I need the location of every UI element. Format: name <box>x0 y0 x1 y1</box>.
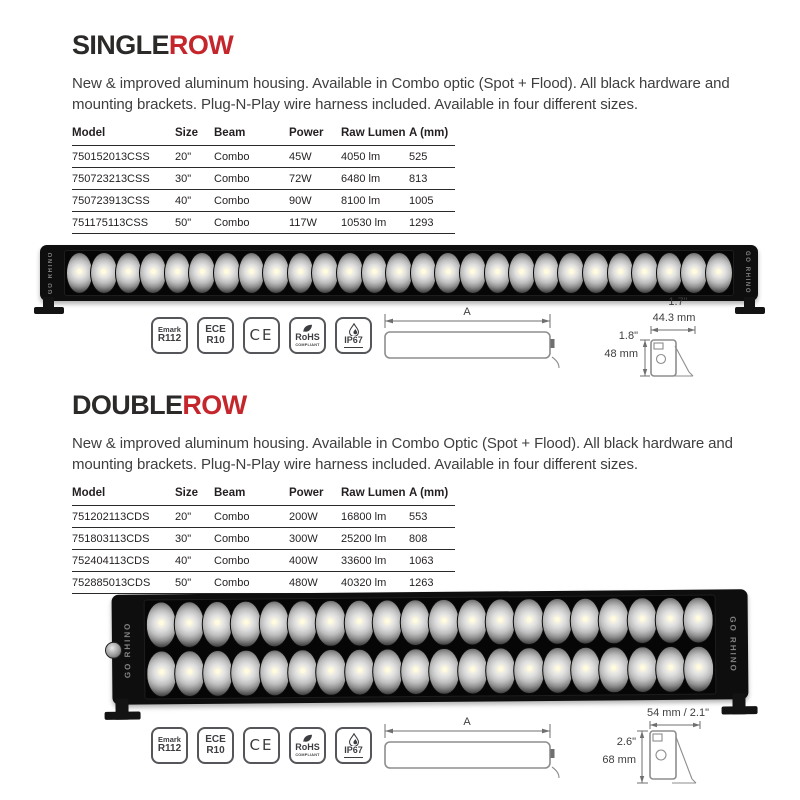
column-header: Size <box>175 124 214 146</box>
certification-badges <box>151 317 372 354</box>
header-row <box>72 124 455 146</box>
badge-label: R10 <box>206 744 225 756</box>
badge-ece-r10 <box>197 727 234 764</box>
table-body <box>72 146 455 234</box>
title-word-red: ROW <box>182 390 247 420</box>
table-cell: 525 <box>409 146 455 168</box>
led-reflector <box>459 252 487 294</box>
badge-label: R10 <box>206 334 225 346</box>
column-header: Power <box>289 484 341 506</box>
table-row <box>72 212 455 234</box>
led-reflector <box>202 601 234 648</box>
table-cell: 751202113CDS <box>72 506 175 528</box>
led-reflector <box>287 252 315 294</box>
profile-drawing <box>650 731 696 783</box>
table-cell: 480W <box>289 572 341 594</box>
badge-sublabel: COMPLIANT <box>295 752 320 757</box>
table-cell: 400W <box>289 550 341 572</box>
led-reflector <box>542 647 574 694</box>
spec-table-single-row <box>72 124 455 234</box>
led-reflector <box>607 252 635 294</box>
badge-rohs <box>289 727 326 764</box>
section-title-single-row <box>72 30 233 61</box>
led-reflector <box>705 252 733 294</box>
ce-mark-icon: CE <box>249 325 274 344</box>
header-row <box>72 484 455 506</box>
badge-label: Emark <box>158 325 181 335</box>
table-row <box>72 168 455 190</box>
led-reflector <box>434 252 462 294</box>
badge-label: ECE <box>205 734 226 745</box>
led-reflector <box>202 650 234 697</box>
led-reflector <box>570 647 602 694</box>
led-reflector <box>66 252 94 294</box>
brand-text: GO RHINO <box>48 251 54 295</box>
led-reflector <box>570 598 602 645</box>
title-word-red: ROW <box>168 30 234 60</box>
led-row-bottom <box>145 645 715 699</box>
height-label-in: 2.6" <box>616 736 636 748</box>
table-cell: 25200 lm <box>341 528 409 550</box>
led-reflector <box>428 599 460 646</box>
badge-ce <box>243 727 280 764</box>
badge-label: RoHS <box>295 332 320 343</box>
led-reflector <box>541 598 573 645</box>
column-header: A (mm) <box>409 124 455 146</box>
column-header: Beam <box>214 124 289 146</box>
led-reflector <box>656 252 684 294</box>
led-reflector <box>173 601 205 648</box>
column-header: Power <box>289 124 341 146</box>
led-reflector <box>311 252 339 294</box>
table-cell: 813 <box>409 168 455 190</box>
cross-section-diagram <box>578 703 728 797</box>
table-cell: 750152013CSS <box>72 146 175 168</box>
table-cell: 20" <box>175 146 214 168</box>
led-array <box>64 250 734 296</box>
led-reflector <box>400 599 432 646</box>
table-head <box>72 484 455 506</box>
led-reflector <box>188 252 216 294</box>
led-reflector <box>258 600 290 647</box>
led-reflector <box>145 601 177 648</box>
table-cell: Combo <box>214 550 289 572</box>
column-header: Beam <box>214 484 289 506</box>
led-reflector <box>343 599 375 646</box>
table-cell: 40" <box>175 550 214 572</box>
table-head <box>72 124 455 146</box>
led-reflector <box>627 646 659 693</box>
led-reflector <box>259 649 291 696</box>
table-cell: Combo <box>214 528 289 550</box>
badge-emark-r112 <box>151 727 188 764</box>
led-reflector <box>139 252 167 294</box>
led-reflector <box>513 598 545 645</box>
table-cell: 1293 <box>409 212 455 234</box>
badge-label: IP67 <box>344 336 363 347</box>
led-reflector <box>90 252 118 294</box>
badge-ce <box>243 317 280 354</box>
led-reflector <box>457 647 489 694</box>
table-cell: 1263 <box>409 572 455 594</box>
table-cell: 1005 <box>409 190 455 212</box>
end-cap-right <box>718 591 749 697</box>
led-reflector <box>683 597 715 644</box>
dimension-label-A: A <box>463 716 471 728</box>
width-label-mm: 44.3 mm <box>652 312 696 324</box>
table-cell: Combo <box>214 146 289 168</box>
led-reflector <box>428 648 460 695</box>
lightbar-outline-drawing <box>385 332 559 368</box>
led-reflector <box>315 600 347 647</box>
title-word-black: DOUBLE <box>72 390 183 420</box>
table-cell: Combo <box>214 168 289 190</box>
table-cell: 1063 <box>409 550 455 572</box>
table-cell: 8100 lm <box>341 190 409 212</box>
led-reflector <box>655 646 687 693</box>
badge-label: RoHS <box>295 742 320 753</box>
table-cell: 16800 lm <box>341 506 409 528</box>
mounting-bracket-right <box>744 297 755 314</box>
table-cell: 72W <box>289 168 341 190</box>
led-reflector <box>287 649 319 696</box>
badge-label: R112 <box>157 743 182 755</box>
table-cell: 300W <box>289 528 341 550</box>
led-reflector <box>631 252 659 294</box>
badge-label: IP67 <box>344 746 363 757</box>
table-cell: 750723213CSS <box>72 168 175 190</box>
badge-label: R112 <box>157 333 182 345</box>
table-row <box>72 572 455 594</box>
table-cell: Combo <box>214 506 289 528</box>
table-cell: 50" <box>175 572 214 594</box>
end-cap-left <box>112 597 143 703</box>
cross-section-diagram <box>590 293 708 385</box>
title-word-black: SINGLE <box>72 30 169 60</box>
badge-ece-r10 <box>197 317 234 354</box>
led-reflector <box>213 252 241 294</box>
mounting-bracket-left <box>43 297 54 314</box>
badge-rohs <box>289 317 326 354</box>
column-header: Model <box>72 124 175 146</box>
led-reflector <box>598 597 630 644</box>
led-reflector <box>513 647 545 694</box>
column-header: Raw Lumen <box>341 124 409 146</box>
led-reflector <box>626 597 658 644</box>
led-reflector <box>371 599 403 646</box>
length-dimension-diagram <box>383 304 568 370</box>
table-cell: Combo <box>214 212 289 234</box>
table-cell: 45W <box>289 146 341 168</box>
table-cell: 750723913CSS <box>72 190 175 212</box>
table-row <box>72 528 455 550</box>
column-header: A (mm) <box>409 484 455 506</box>
led-reflector <box>238 252 266 294</box>
badge-ip67 <box>335 317 372 354</box>
led-reflector <box>680 252 708 294</box>
length-dimension-diagram <box>383 714 568 780</box>
led-reflector <box>582 252 610 294</box>
table-cell: 50" <box>175 212 214 234</box>
table-body <box>72 506 455 594</box>
table-cell: 90W <box>289 190 341 212</box>
table-row <box>72 550 455 572</box>
led-row-top <box>145 596 715 650</box>
led-reflector <box>372 648 404 695</box>
table-cell: 117W <box>289 212 341 234</box>
led-reflector <box>262 252 290 294</box>
led-reflector <box>484 252 512 294</box>
brand-text: GO RHINO <box>122 621 132 678</box>
width-label: 54 mm / 2.1" <box>647 707 709 719</box>
led-reflector <box>115 252 143 294</box>
width-label-in: 1.7" <box>668 296 688 308</box>
led-reflector <box>287 600 319 647</box>
dimension-label-A: A <box>463 306 471 318</box>
badge-sublabel: COMPLIANT <box>295 342 320 347</box>
table-row <box>72 506 455 528</box>
led-reflector <box>230 600 262 647</box>
led-reflector <box>344 648 376 695</box>
column-header: Raw Lumen <box>341 484 409 506</box>
column-header: Model <box>72 484 175 506</box>
led-reflector <box>598 646 630 693</box>
table-cell: 6480 lm <box>341 168 409 190</box>
led-reflector <box>654 597 686 644</box>
table-cell: 40320 lm <box>341 572 409 594</box>
led-reflector <box>400 648 432 695</box>
table-cell: 752404113CDS <box>72 550 175 572</box>
height-label-mm: 48 mm <box>604 348 638 360</box>
certification-badges <box>151 727 372 764</box>
table-cell: 30" <box>175 528 214 550</box>
led-reflector <box>485 647 517 694</box>
table-cell: 200W <box>289 506 341 528</box>
led-row <box>65 251 733 295</box>
table-cell: 33600 lm <box>341 550 409 572</box>
height-label-in: 1.8" <box>618 330 638 342</box>
end-cap-right <box>736 247 758 299</box>
led-reflector <box>533 252 561 294</box>
led-reflector <box>315 649 347 696</box>
badge-label: Emark <box>158 735 181 745</box>
led-reflector <box>336 252 364 294</box>
table-cell: 752885013CDS <box>72 572 175 594</box>
double-row-lightbar-photo <box>112 589 749 705</box>
led-reflector <box>456 598 488 645</box>
led-reflector <box>508 252 536 294</box>
led-reflector <box>410 252 438 294</box>
table-cell: 553 <box>409 506 455 528</box>
badge-ip67 <box>335 727 372 764</box>
led-reflector <box>146 650 178 697</box>
led-reflector <box>557 252 585 294</box>
table-cell: 751803113CDS <box>72 528 175 550</box>
led-reflector <box>174 650 206 697</box>
table-cell: 4050 lm <box>341 146 409 168</box>
table-cell: Combo <box>214 572 289 594</box>
table-cell: 40" <box>175 190 214 212</box>
end-cap-left <box>40 247 62 299</box>
led-reflector <box>164 252 192 294</box>
table-cell: 751175113CSS <box>72 212 175 234</box>
led-reflector <box>361 252 389 294</box>
led-reflector <box>683 646 715 693</box>
section-title-double-row <box>72 390 247 421</box>
led-reflector <box>485 598 517 645</box>
height-label-mm: 68 mm <box>602 754 636 766</box>
table-cell: 808 <box>409 528 455 550</box>
table-cell: 20" <box>175 506 214 528</box>
led-reflector <box>230 649 262 696</box>
column-header: Size <box>175 484 214 506</box>
led-reflector <box>385 252 413 294</box>
profile-drawing <box>651 340 693 376</box>
section-description-single-row: New & improved aluminum housing. Available in Combo optic (Spot + Flood). All black hardware and mounting brackets. Plug-N-Play wire harness included. Available in four different sizes. <box>72 75 730 113</box>
section-description-double-row: New & improved aluminum housing. Available in Combo Optic (Spot + Flood). All black hardware and mounting brackets. Plug-N-Play wire harness included. Available in four different sizes. <box>72 435 733 473</box>
brand-text: GO RHINO <box>744 251 750 295</box>
table-cell: 30" <box>175 168 214 190</box>
table-row <box>72 190 455 212</box>
badge-label: ECE <box>205 324 226 335</box>
ce-mark-icon: CE <box>249 735 274 754</box>
spec-table-double-row <box>72 484 455 594</box>
lightbar-outline-drawing <box>385 742 559 778</box>
led-array <box>144 595 717 700</box>
badge-emark-r112 <box>151 317 188 354</box>
brand-text: GO RHINO <box>728 616 738 673</box>
table-row <box>72 146 455 168</box>
table-cell: Combo <box>214 190 289 212</box>
table-cell: 10530 lm <box>341 212 409 234</box>
